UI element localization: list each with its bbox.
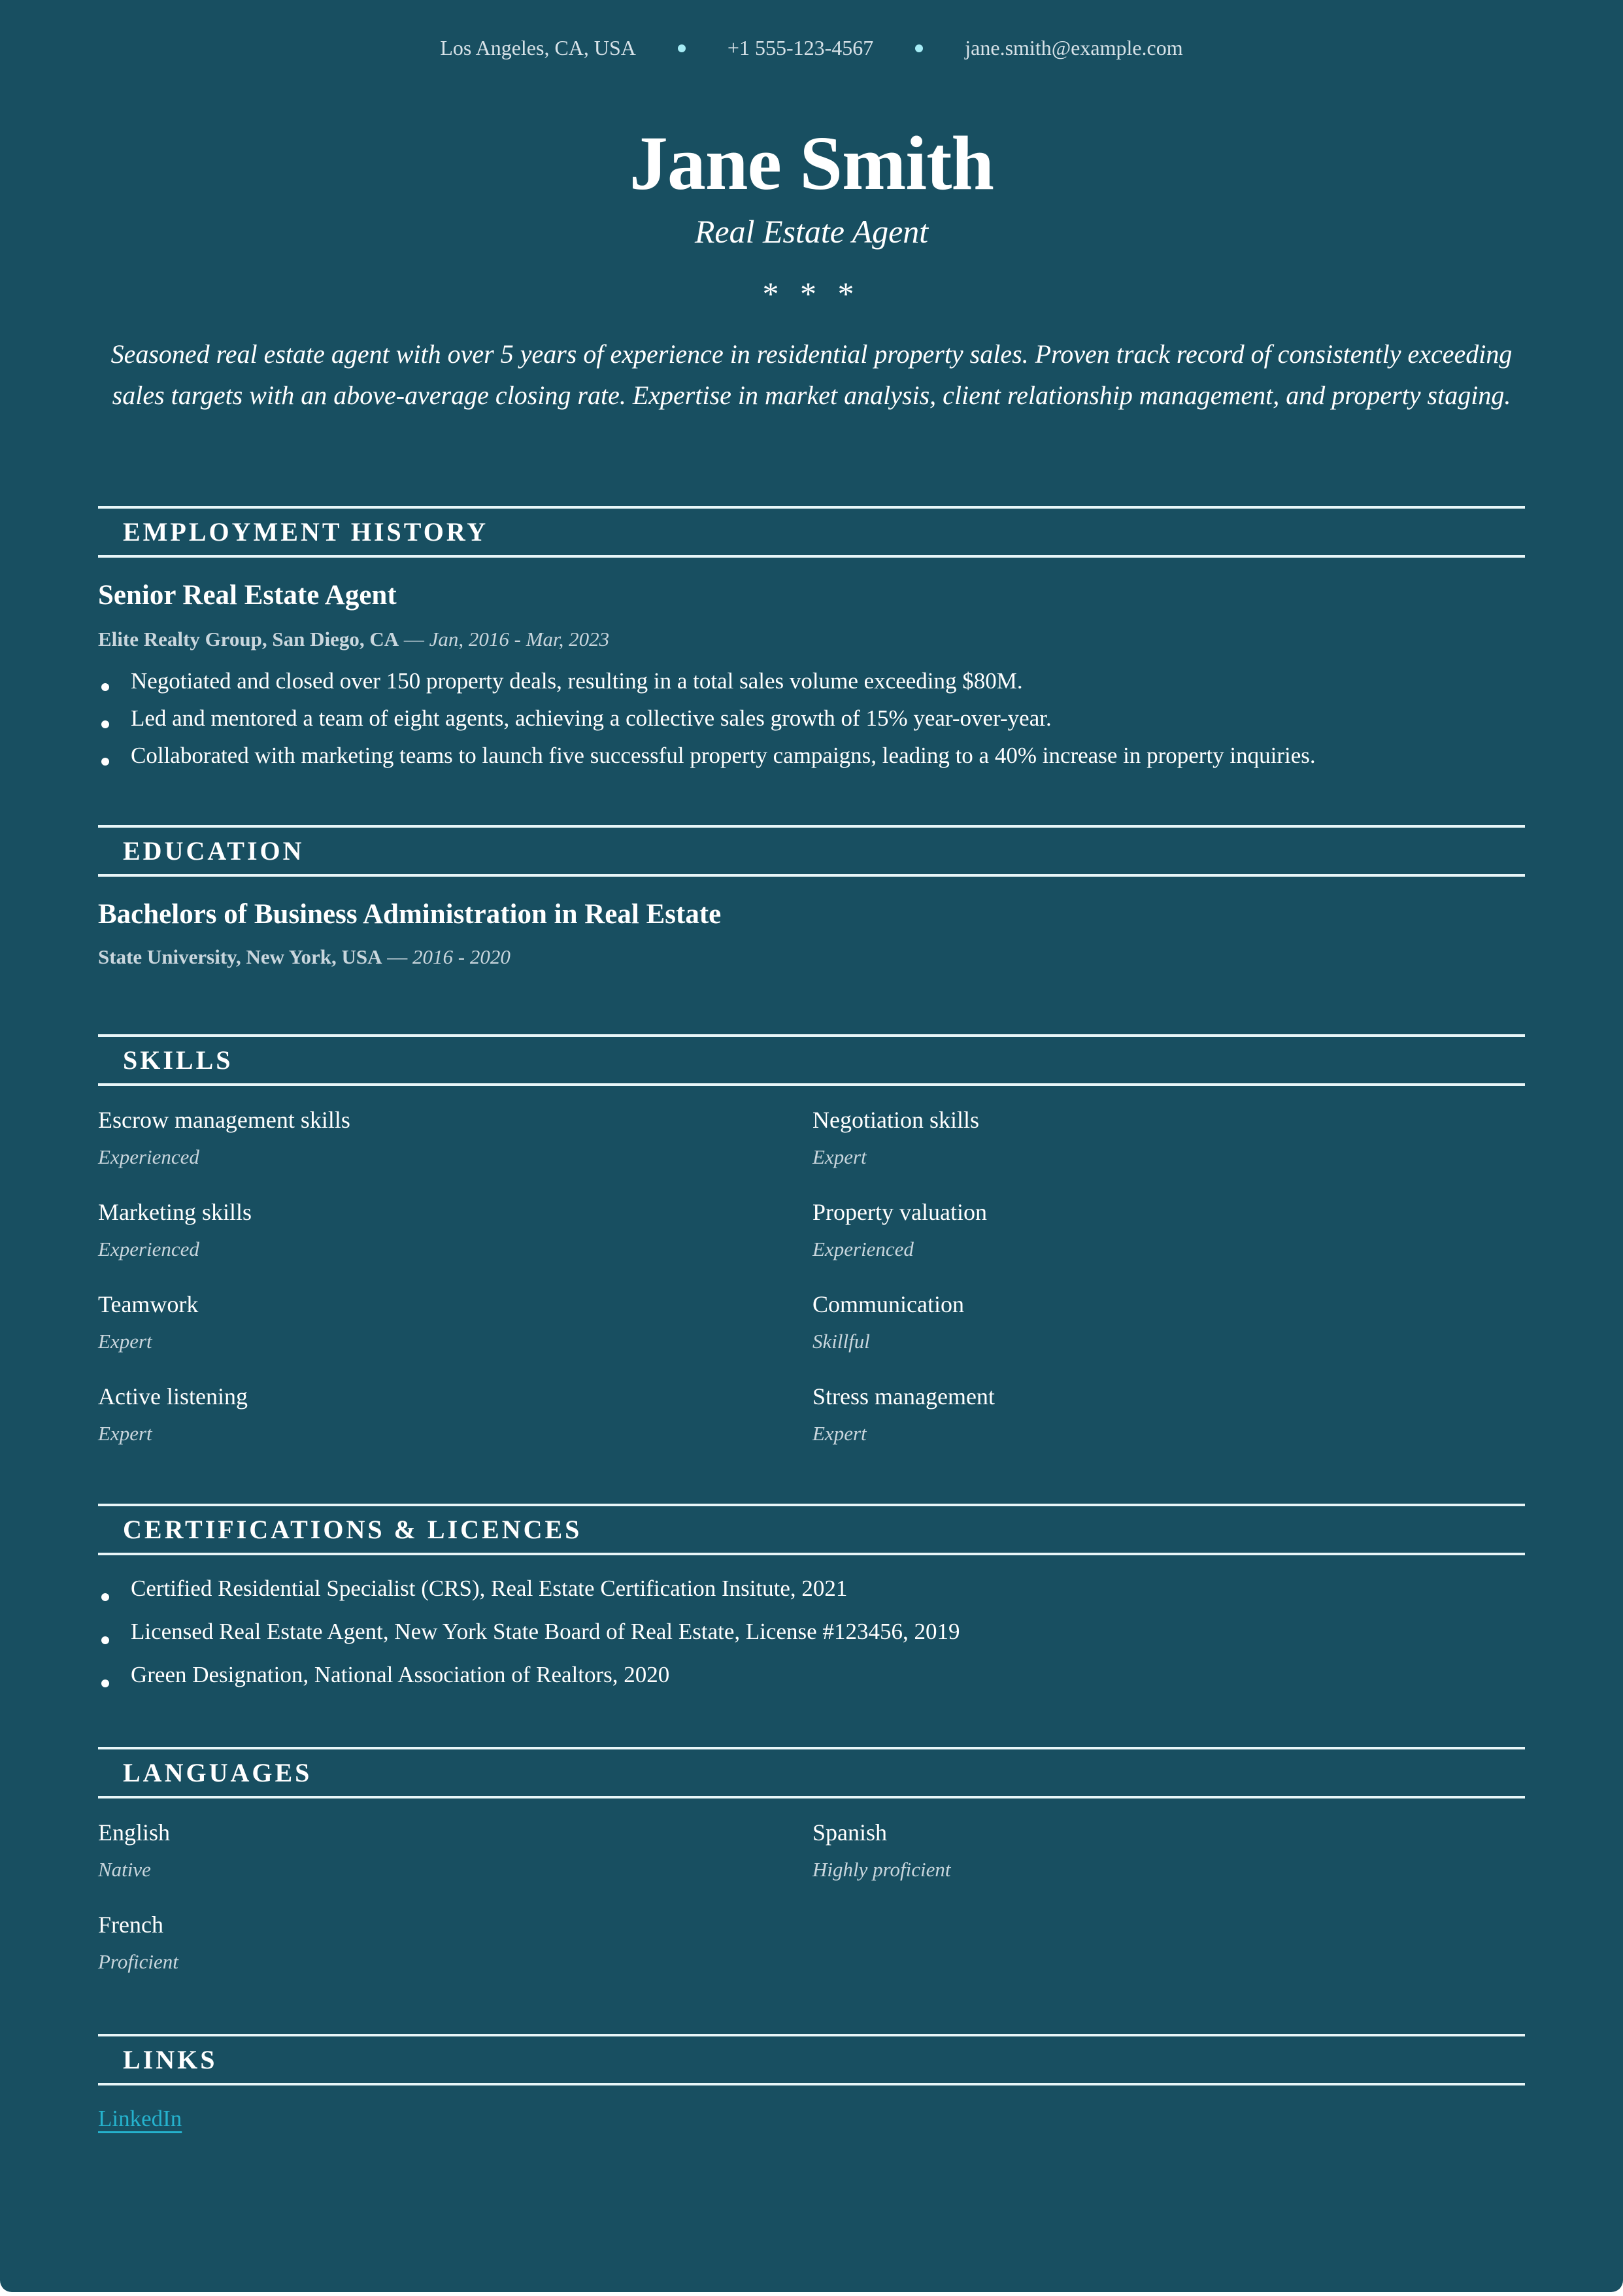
section-title: LINKS <box>123 2045 218 2074</box>
language-item <box>98 1819 752 1882</box>
certifications-section <box>98 1504 1525 1687</box>
degree-title: Bachelors of Business Administration in Real Estate <box>98 899 722 930</box>
section-header <box>98 1504 1525 1555</box>
meta-separator: — <box>399 628 429 650</box>
education-dates: 2016 - 2020 <box>412 945 510 968</box>
skill-name: Teamwork <box>98 1291 199 1317</box>
job-company: Elite Realty Group, San Diego, CA <box>98 628 399 650</box>
contact-phone: +1 555-123-4567 <box>727 36 874 60</box>
bullet-dot-icon <box>678 44 686 52</box>
list-item: Certified Residential Specialist (CRS), Real Estate Certification Insitute, 2021 <box>98 1576 1525 1619</box>
list-item: Green Designation, National Association of Realtors, 2020 <box>98 1662 1525 1705</box>
language-name: Spanish <box>812 1819 888 1846</box>
job-title: Senior Real Estate Agent <box>98 580 397 611</box>
skill-level: Expert <box>812 1145 867 1168</box>
job-dates: Jan, 2016 - Mar, 2023 <box>429 628 610 650</box>
list-item: Collaborated with marketing teams to launch five successful property campaigns, leading to a 40% increase in property inquiries. <box>98 743 1525 780</box>
skill-name: Property valuation <box>812 1199 987 1225</box>
job-meta <box>98 628 609 651</box>
language-name: French <box>98 1912 163 1938</box>
section-header <box>98 825 1525 877</box>
skill-level: Expert <box>812 1422 867 1445</box>
skill-level: Expert <box>98 1330 152 1353</box>
skill-level: Experienced <box>98 1145 199 1168</box>
employment-section <box>98 506 1525 768</box>
skill-name: Escrow management skills <box>98 1107 350 1133</box>
section-title: SKILLS <box>123 1045 233 1075</box>
contact-row <box>0 34 1623 60</box>
links-section <box>98 2034 1525 2131</box>
skill-item <box>812 1106 1466 1169</box>
section-title: CERTIFICATIONS & LICENCES <box>123 1515 582 1544</box>
section-header <box>98 506 1525 558</box>
section-header <box>98 2034 1525 2085</box>
school-name: State University, New York, USA <box>98 945 382 968</box>
language-name: English <box>98 1819 171 1846</box>
skill-item <box>812 1198 1466 1261</box>
language-level: Highly proficient <box>812 1858 951 1881</box>
skill-level: Skillful <box>812 1330 870 1353</box>
skill-name: Marketing skills <box>98 1199 252 1225</box>
education-section <box>98 825 1525 968</box>
skill-level: Experienced <box>98 1238 199 1260</box>
skill-item <box>812 1383 1466 1445</box>
contact-email: jane.smith@example.com <box>965 36 1183 60</box>
job-bullets <box>98 668 1525 780</box>
skill-name: Stress management <box>812 1383 995 1410</box>
skill-item <box>812 1291 1466 1353</box>
header-divider: * * * <box>762 275 861 312</box>
contact-location: Los Angeles, CA, USA <box>440 36 636 60</box>
languages-section <box>98 1747 1525 1973</box>
profile-summary: Seasoned real estate agent with over 5 years of experience in residential property sales. Proven track record of consistently exceeding sales targets with an above-average closing rate. Expertise in market analysis, client relationship management, and property staging. <box>110 339 1513 410</box>
skill-item <box>98 1383 752 1445</box>
list-item: Led and mentored a team of eight agents, achieving a collective sales growth of 15% year-over-year. <box>98 705 1525 743</box>
section-header <box>98 1747 1525 1798</box>
language-item <box>98 1911 752 1974</box>
candidate-role: Real Estate Agent <box>694 213 929 250</box>
skills-section <box>98 1034 1525 1445</box>
section-title: LANGUAGES <box>123 1758 312 1787</box>
skill-name: Active listening <box>98 1383 248 1410</box>
list-item: Negotiated and closed over 150 property deals, resulting in a total sales volume exceeding $80M. <box>98 668 1525 705</box>
list-item: Licensed Real Estate Agent, New York State Board of Real Estate, License #123456, 2019 <box>98 1619 1525 1662</box>
section-title: EMPLOYMENT HISTORY <box>123 517 489 547</box>
skill-name: Negotiation skills <box>812 1107 979 1133</box>
language-level: Native <box>98 1858 151 1881</box>
section-header <box>98 1034 1525 1086</box>
skill-item <box>98 1291 752 1353</box>
certifications-list <box>98 1576 1525 1705</box>
bullet-dot-icon <box>915 44 923 52</box>
skill-level: Experienced <box>812 1238 914 1260</box>
skill-name: Communication <box>812 1291 964 1317</box>
language-level: Proficient <box>98 1950 178 1973</box>
language-item <box>812 1819 1466 1882</box>
meta-separator: — <box>382 945 413 968</box>
skill-item <box>98 1198 752 1261</box>
linkedin-link[interactable]: LinkedIn <box>98 2106 182 2131</box>
candidate-name: Jane Smith <box>629 120 994 206</box>
education-meta <box>98 945 510 969</box>
section-title: EDUCATION <box>123 836 305 866</box>
skill-item <box>98 1106 752 1169</box>
skill-level: Expert <box>98 1422 152 1445</box>
